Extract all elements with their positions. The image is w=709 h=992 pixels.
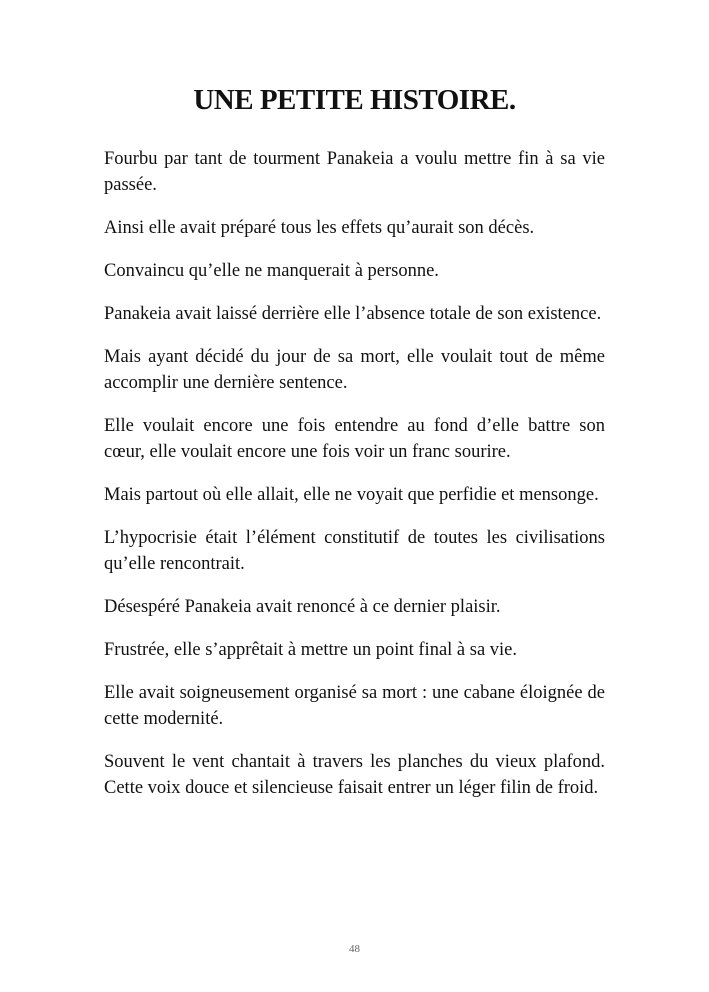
paragraph-12: Souvent le vent chantait à travers les planches du vieux plafond. Cette voix douce et silencieuse faisait entrer un léger filin de froid.: [104, 752, 605, 798]
paragraph-7: Mais partout où elle allait, elle ne voyait que perfidie et mensonge.: [104, 485, 599, 505]
paragraph-11: Elle avait soigneusement organisé sa mort : une cabane éloignée de cette modernité.: [104, 683, 605, 729]
paragraph-4: Panakeia avait laissé derrière elle l’absence totale de son existence.: [104, 304, 602, 324]
paragraph-2: Ainsi elle avait préparé tous les effets qu’aurait son décès.: [104, 218, 535, 238]
paragraph-5: Mais ayant décidé du jour de sa mort, elle voulait tout de même accomplir une dernière sentence.: [104, 347, 605, 393]
paragraph-9: Désespéré Panakeia avait renoncé à ce dernier plaisir.: [104, 597, 501, 617]
page-number: 48: [349, 943, 360, 955]
paragraph-10: Frustrée, elle s’apprêtait à mettre un point final à sa vie.: [104, 640, 518, 660]
paragraph-8: L’hypocrisie était l’élément constitutif de toutes les civilisations qu’elle rencontrait.: [104, 528, 605, 574]
page-title: UNE PETITE HISTOIRE.: [193, 84, 516, 116]
paragraph-6: Elle voulait encore une fois entendre au fond d’elle battre son cœur, elle voulait encore une fois voir un franc sourire.: [104, 416, 605, 462]
paragraph-1: Fourbu par tant de tourment Panakeia a voulu mettre fin à sa vie passée.: [104, 149, 605, 195]
story-body: [104, 146, 605, 818]
paragraph-3: Convaincu qu’elle ne manquerait à personne.: [104, 261, 439, 281]
